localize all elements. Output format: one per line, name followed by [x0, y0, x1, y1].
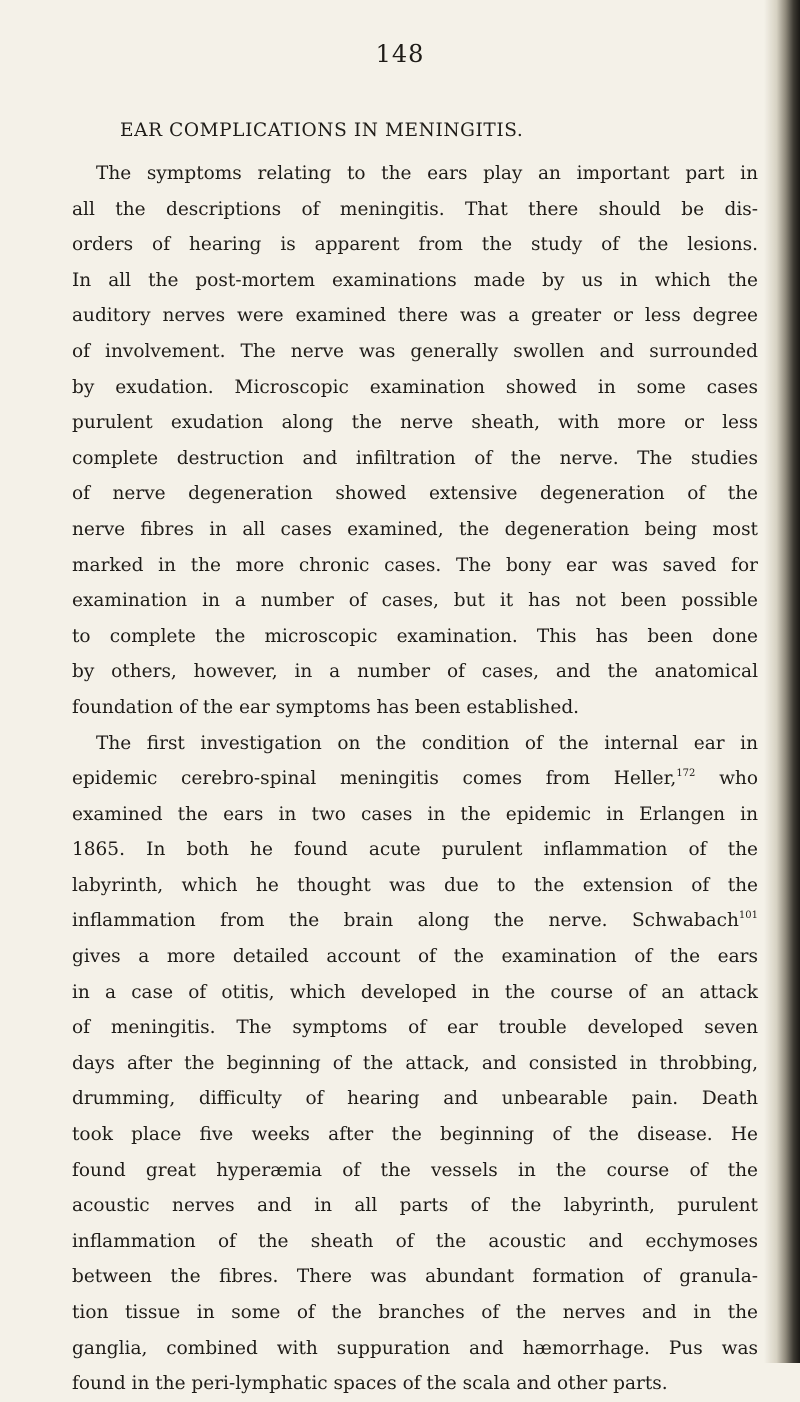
- text-line: [72, 1188, 758, 1224]
- text-line-content: to complete the microscopic examination. This has been done: [72, 625, 758, 647]
- text-line: [72, 583, 758, 619]
- text-line: [72, 1259, 758, 1295]
- text-line-content: complete destruction and infiltration of the nerve. The studies: [72, 447, 758, 469]
- text-line: [72, 832, 758, 868]
- text-line-content: found great hyperæmia of the vessels in the course of the: [72, 1159, 758, 1181]
- page-binding-edge: [764, 0, 800, 1363]
- text-line: [72, 975, 758, 1011]
- text-line: [72, 761, 758, 797]
- text-line-content: epidemic cerebro-spinal meningitis comes from Heller,: [72, 768, 677, 790]
- text-line: [72, 441, 758, 477]
- text-line: [72, 1081, 758, 1117]
- text-line-content: of nerve degeneration showed extensive degeneration of the: [72, 483, 758, 505]
- text-line-content: labyrinth, which he thought was due to the extension of the: [72, 874, 758, 896]
- text-line-content: The first investigation on the condition of the internal ear in: [96, 732, 758, 754]
- text-line-content: took place five weeks after the beginning of the disease. He: [72, 1124, 758, 1146]
- text-line: [72, 227, 758, 263]
- text-line: [72, 939, 758, 975]
- footnote-reference: 101: [738, 910, 758, 922]
- text-line-continuation: who: [695, 768, 758, 790]
- page-number: 148: [375, 40, 425, 68]
- text-line: [72, 1153, 758, 1189]
- text-line-content: in a case of otitis, which developed in the course of an attack: [72, 981, 758, 1003]
- text-line-content: acoustic nerves and in all parts of the labyrinth, purulent: [72, 1195, 758, 1217]
- text-line-content: inflammation from the brain along the nerve. Schwabach: [72, 910, 739, 932]
- text-line: [72, 868, 758, 904]
- text-line: [72, 156, 758, 192]
- text-line: [72, 1331, 758, 1367]
- text-line-content: marked in the more chronic cases. The bony ear was saved for: [72, 554, 758, 576]
- text-line-content: examined the ears in two cases in the epidemic in Erlangen in: [72, 803, 758, 825]
- body-text: [72, 156, 758, 1402]
- text-line-content: by exudation. Microscopic examination showed in some cases: [72, 376, 758, 398]
- text-line-content: auditory nerves were examined there was a greater or less degree: [72, 305, 758, 327]
- chapter-title: EAR COMPLICATIONS IN MENINGITIS.: [120, 120, 524, 141]
- text-line-content: drumming, difficulty of hearing and unbearable pain. Death: [72, 1088, 758, 1110]
- text-line: [72, 476, 758, 512]
- text-line: [72, 1366, 758, 1402]
- text-line-content: ganglia, combined with suppuration and hæmorrhage. Pus was: [72, 1337, 758, 1359]
- text-line-content: gives a more detailed account of the examination of the ears: [72, 946, 758, 968]
- text-line-content: by others, however, in a number of cases, and the anatomical: [72, 661, 758, 683]
- text-line-content: days after the beginning of the attack, and consisted in throbbing,: [72, 1052, 758, 1074]
- text-line: [72, 654, 758, 690]
- text-line: [72, 903, 758, 939]
- text-line-content: 1865. In both he found acute purulent inflammation of the: [72, 839, 758, 861]
- text-line: [72, 726, 758, 762]
- text-line-content: inflammation of the sheath of the acoustic and ecchymoses: [72, 1230, 758, 1252]
- text-line: [72, 1117, 758, 1153]
- text-line: [72, 548, 758, 584]
- text-line-content: purulent exudation along the nerve sheath, with more or less: [72, 412, 758, 434]
- text-line-content: orders of hearing is apparent from the study of the lesions.: [72, 234, 758, 256]
- text-line-content: The symptoms relating to the ears play an important part in: [96, 163, 758, 184]
- text-line-content: nerve fibres in all cases examined, the degeneration being most: [72, 518, 758, 540]
- text-line-content: all the descriptions of meningitis. That there should be dis-: [72, 198, 758, 220]
- text-line-content: foundation of the ear symptoms has been established.: [72, 696, 580, 718]
- text-line-content: between the fibres. There was abundant formation of granula-: [72, 1266, 758, 1288]
- text-line: [72, 512, 758, 548]
- footnote-reference: 172: [676, 768, 696, 780]
- text-line: [72, 619, 758, 655]
- text-line: [72, 1046, 758, 1082]
- text-line: [72, 1010, 758, 1046]
- text-line-content: In all the post-mortem examinations made by us in which the: [72, 269, 758, 291]
- text-line: [72, 334, 758, 370]
- text-line-content: of meningitis. The symptoms of ear trouble developed seven: [72, 1017, 758, 1039]
- text-line: [72, 298, 758, 334]
- text-line-content: tion tissue in some of the branches of the nerves and in the: [72, 1302, 758, 1323]
- text-line: [72, 1224, 758, 1260]
- text-line-content: of involvement. The nerve was generally swollen and surrounded: [72, 340, 758, 362]
- text-line: [72, 797, 758, 833]
- text-line-content: examination in a number of cases, but it has not been possible: [72, 590, 758, 612]
- text-line: [72, 370, 758, 406]
- text-line: [72, 1295, 758, 1331]
- text-line: [72, 405, 758, 441]
- text-line-content: found in the peri-lymphatic spaces of the scala and other parts.: [72, 1373, 668, 1395]
- text-line: [72, 690, 758, 726]
- text-line: [72, 192, 758, 228]
- text-line: [72, 263, 758, 299]
